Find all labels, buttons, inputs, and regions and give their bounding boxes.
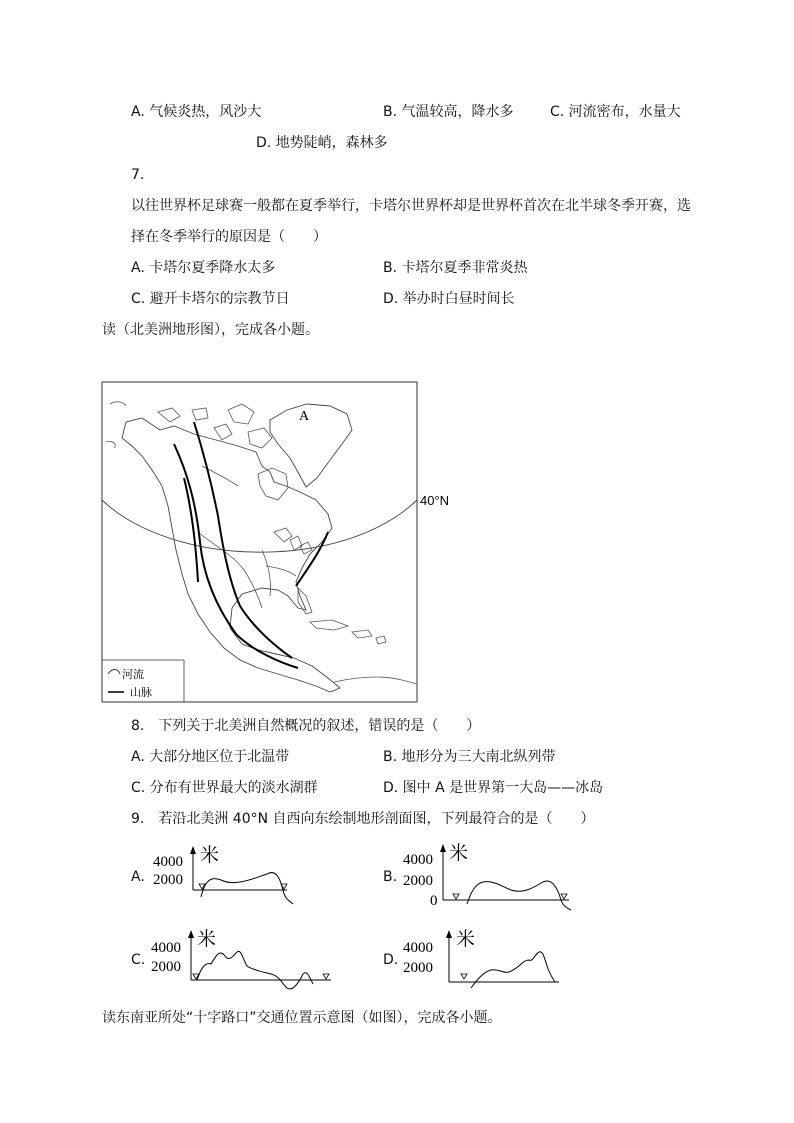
q7-stem-line2: 择在冬季举行的原因是（ ）	[131, 229, 327, 245]
profile-option-c	[131, 926, 341, 996]
profile-option-a	[131, 842, 331, 912]
profile-c-letter: C.	[131, 952, 146, 968]
q7-option-c: C. 避开卡塔尔的宗教节日	[131, 291, 290, 307]
profile-d-tick-2000: 2000	[403, 960, 433, 976]
q6-option-c: C. 河流密布，水量大	[550, 104, 681, 120]
q8-stem: 8. 下列关于北美洲自然概况的叙述，错误的是（ ）	[131, 718, 481, 734]
profile-option-d	[383, 926, 593, 996]
profile-d-unit: 米	[456, 929, 476, 950]
profile-a-unit: 米	[200, 845, 220, 866]
legend-river-label: 河流	[122, 668, 144, 681]
profile-a-tick-2000: 2000	[153, 872, 183, 888]
greenland-label: A	[299, 409, 310, 424]
q8-option-c: C. 分布有世界最大的淡水湖群	[131, 780, 318, 796]
q7-stem-line1: 以往世界杯足球赛一般都在夏季举行，卡塔尔世界杯却是世界杯首次在北半球冬季开赛，选	[131, 198, 691, 214]
q7-option-d: D. 举办时白昼时间长	[383, 291, 515, 307]
q7-option-b: B. 卡塔尔夏季非常炎热	[383, 260, 528, 276]
q9-stem: 9. 若沿北美洲 40°N 自西向东绘制地形剖面图，下列最符合的是（ ）	[131, 811, 595, 827]
profile-d-letter: D.	[383, 952, 399, 968]
profile-a-tick-4000: 4000	[153, 854, 183, 870]
q7-option-a: A. 卡塔尔夏季降水太多	[131, 260, 276, 276]
profile-c-tick-4000: 4000	[151, 940, 181, 956]
legend-mountain-label: 山脉	[130, 686, 152, 699]
profile-option-b	[383, 842, 593, 912]
q6-option-b: B. 气温较高，降水多	[383, 104, 514, 120]
profile-d-tick-4000: 4000	[403, 940, 433, 956]
q7-number: 7.	[131, 167, 145, 183]
profile-c-tick-2000: 2000	[151, 959, 181, 975]
profile-c-unit: 米	[197, 929, 217, 950]
profile-b-unit: 米	[449, 843, 469, 864]
profile-b-tick-4000: 4000	[403, 852, 433, 868]
latitude-label: 40°N	[420, 493, 450, 508]
profile-b-letter: B.	[383, 869, 398, 885]
q8-option-b: B. 地形分为三大南北纵列带	[383, 749, 556, 765]
q6-option-d: D. 地势陡峭，森林多	[256, 135, 388, 151]
q8-option-a: A. 大部分地区位于北温带	[131, 749, 290, 765]
q6-option-a: A. 气候炎热，风沙大	[131, 104, 262, 120]
profile-b-tick-2000: 2000	[403, 873, 433, 889]
profile-a-letter: A.	[131, 869, 145, 885]
profile-b-tick-0: 0	[430, 893, 438, 909]
map-intro: 读（北美洲地形图），完成各小题。	[102, 322, 319, 338]
next-section-intro: 读东南亚所处“十字路口”交通位置示意图（如图），完成各小题。	[102, 1010, 502, 1026]
q8-option-d: D. 图中 A 是世界第一大岛——冰岛	[383, 780, 604, 796]
north-america-map	[102, 382, 450, 702]
